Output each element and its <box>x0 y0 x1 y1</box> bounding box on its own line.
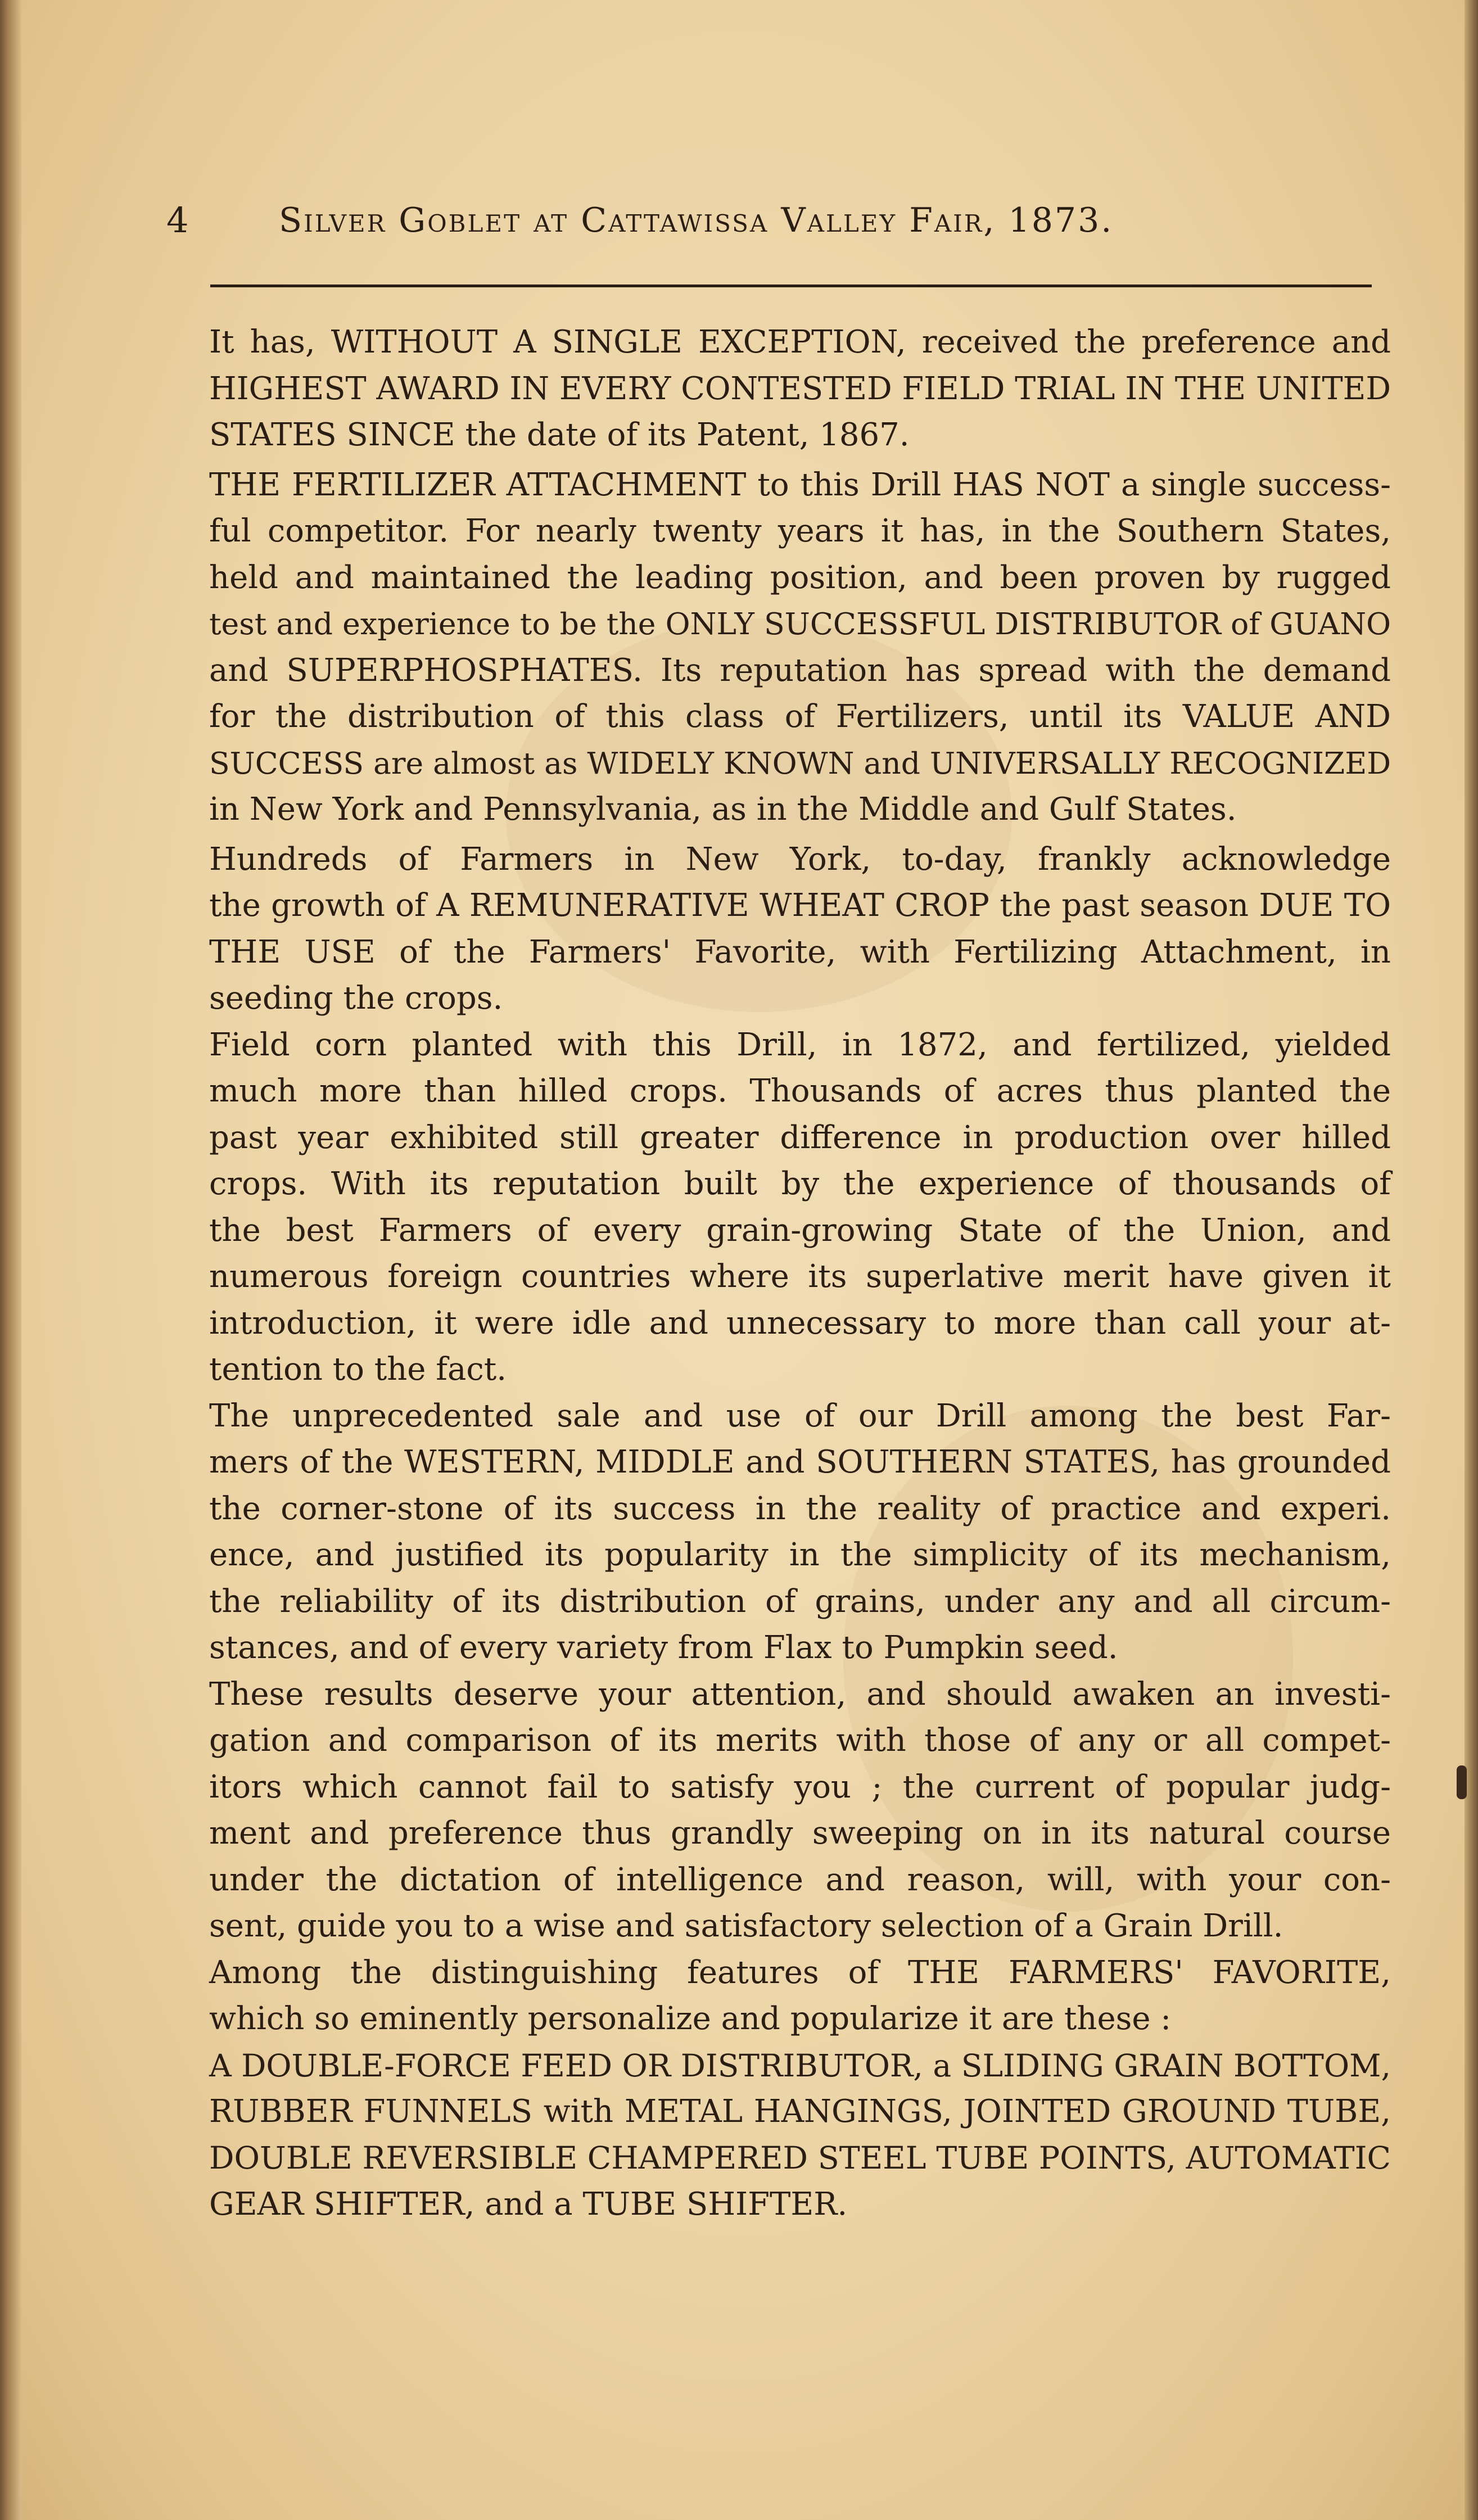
text-line: stances, and of every variety from Flax to Pumpkin seed. <box>209 1629 1118 1666</box>
text-line: DOUBLE REVERSIBLE CHAMPERED STEEL TUBE POINTS, AUTOMATIC <box>209 2140 1391 2176</box>
text-line: ence, and justified its popularity in the simplicity of its mechanism, <box>209 1537 1391 1573</box>
text-line: These results deserve your attention, and should awaken an investi- <box>209 1676 1391 1713</box>
paragraph-results <box>209 1672 1391 1950</box>
paragraph-field-corn <box>209 1022 1391 1393</box>
paragraph-award <box>209 319 1391 459</box>
text-line: mers of the WESTERN, MIDDLE and SOUTHERN STATES, has grounded <box>209 1444 1391 1480</box>
text-line: gation and comparison of its merits with those of any or all compet- <box>209 1722 1391 1759</box>
text-line: STATES SINCE the date of its Patent, 1867. <box>209 417 910 453</box>
page-right-edge <box>1465 0 1478 2520</box>
text-line: under the dictation of intelligence and reason, will, with your con- <box>209 1861 1391 1898</box>
text-line: the growth of A REMUNERATIVE WHEAT CROP the past season DUE TO <box>209 887 1391 924</box>
text-line: SUCCESS are almost as WIDELY KNOWN and UNIVERSALLY RECOGNIZED <box>209 745 1391 781</box>
text-line: THE FERTILIZER ATTACHMENT to this Drill HAS NOT a single success- <box>209 466 1391 503</box>
running-title: Silver Goblet at Cattawissa Valley Fair, 1873. <box>279 201 1114 240</box>
text-line: numerous foreign countries where its superlative merit have given it <box>209 1258 1391 1295</box>
paragraph-farmers <box>209 837 1391 1022</box>
text-line: crops. With its reputation built by the experience of thousands of <box>209 1166 1391 1202</box>
text-line: held and maintained the leading position, and been proven by rugged <box>209 559 1391 596</box>
text-line: ment and preference thus grandly sweeping on in its natural course <box>209 1815 1391 1851</box>
header-rule <box>210 284 1372 287</box>
text-line: Field corn planted with this Drill, in 1872, and fertilized, yielded <box>209 1026 1391 1063</box>
text-line: ful competitor. For nearly twenty years it has, in the Southern States, <box>209 513 1391 549</box>
body-text <box>209 319 1391 2228</box>
text-line: HIGHEST AWARD IN EVERY CONTESTED FIELD TRIAL IN THE UNITED <box>209 370 1391 407</box>
text-line: for the distribution of this class of Fertilizers, until its VALUE AND <box>209 698 1391 735</box>
text-line: sent, guide you to a wise and satisfactory selection of a Grain Drill. <box>209 1908 1283 1944</box>
text-line: and SUPERPHOSPHATES. Its reputation has spread with the demand <box>209 652 1391 689</box>
text-line: A DOUBLE-FORCE FEED OR DISTRIBUTOR, a SLIDING GRAIN BOTTOM, <box>209 2047 1391 2084</box>
text-line: RUBBER FUNNELS with METAL HANGINGS, JOINTED GROUND TUBE, <box>209 2093 1391 2130</box>
text-line: Among the distinguishing features of THE FARMERS' FAVORITE, <box>209 1954 1391 1991</box>
text-line: GEAR SHIFTER, and a TUBE SHIFTER. <box>209 2186 848 2223</box>
text-line: the corner-stone of its success in the reality of practice and experi. <box>209 1490 1391 1527</box>
page-left-edge <box>0 0 21 2520</box>
paragraph-features-intro <box>209 1950 1391 2043</box>
text-line: much more than hilled crops. Thousands of acres thus planted the <box>209 1073 1391 1109</box>
text-line: THE USE of the Farmers' Favorite, with Fertilizing Attachment, in <box>209 933 1391 970</box>
paragraph-features-list <box>209 2043 1391 2228</box>
text-line: past year exhibited still greater difference in production over hilled <box>209 1119 1391 1156</box>
text-line: introduction, it were idle and unnecessary to more than call your at- <box>209 1304 1391 1342</box>
text-line: test and experience to be the ONLY SUCCESSFUL DISTRIBUTOR of GUANO <box>209 606 1391 642</box>
text-line: Hundreds of Farmers in New York, to-day, frankly acknowledge <box>209 841 1391 878</box>
text-line: The unprecedented sale and use of our Drill among the best Far- <box>209 1397 1391 1434</box>
paragraph-unprecedented-sale <box>209 1393 1391 1672</box>
text-line: in New York and Pennsylvania, as in the Middle and Gulf States. <box>209 791 1237 828</box>
text-line: tention to the fact. <box>209 1351 507 1388</box>
text-line: the reliability of its distribution of grains, under any and all circum- <box>209 1583 1391 1620</box>
text-line: which so eminently personalize and popularize it are these : <box>209 2000 1172 2037</box>
page-clip-mark <box>1457 1765 1467 1799</box>
page-number: 4 <box>166 200 189 241</box>
text-line: seeding the crops. <box>209 980 503 1017</box>
text-line: itors which cannot fail to satisfy you ; the current of popular judg- <box>209 1768 1391 1805</box>
text-line: It has, WITHOUT A SINGLE EXCEPTION, received the preference and <box>209 324 1391 360</box>
running-header <box>166 198 1291 243</box>
paragraph-fertilizer <box>209 462 1391 833</box>
text-line: the best Farmers of every grain-growing State of the Union, and <box>209 1212 1391 1249</box>
